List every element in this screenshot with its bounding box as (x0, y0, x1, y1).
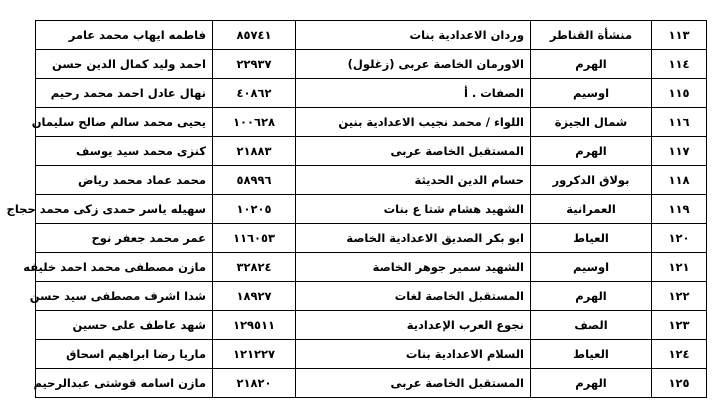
table-row (36, 340, 707, 369)
seat-number-cell: ٤٠٨٦٢ (213, 79, 296, 108)
seat-number-cell: ٨٥٧٤١ (213, 21, 296, 50)
student-name-cell: مازن اسامه قوشتى عبدالرحيم (36, 369, 213, 398)
row-number: ١١٤ (652, 50, 707, 79)
table-row (36, 253, 707, 282)
seat-number-cell: ١٨٩٢٧ (213, 282, 296, 311)
area-cell: العياط (531, 224, 652, 253)
results-table (6, 20, 707, 398)
row-number: ١١٦ (652, 108, 707, 137)
seat-number-cell: ١٠٢٠٥ (213, 195, 296, 224)
area-cell: الهرم (531, 137, 652, 166)
table-row (36, 108, 707, 137)
school-cell: وردان الاعدادية بنات (296, 21, 531, 50)
row-number: ١١٨ (652, 166, 707, 195)
area-cell: الصف (531, 311, 652, 340)
school-cell: المستقبل الخاصة عربى (296, 137, 531, 166)
area-cell: اوسيم (531, 253, 652, 282)
seat-number-cell: ٢١٨٢٠ (213, 369, 296, 398)
table-row (36, 79, 707, 108)
seat-number-cell: ١٠٠٦٢٨ (213, 108, 296, 137)
table-row (36, 166, 707, 195)
school-cell: الصفات . أ (296, 79, 531, 108)
seat-number-cell: ٥٨٩٩٦ (213, 166, 296, 195)
area-cell: بولاق الدكرور (531, 166, 652, 195)
table-row (36, 311, 707, 340)
area-cell: اوسيم (531, 79, 652, 108)
student-name-cell: كنزى محمد سيد يوسف (36, 137, 213, 166)
seat-number-cell: ٣٢٨٢٤ (213, 253, 296, 282)
row-number: ١٢٢ (652, 282, 707, 311)
student-name-cell: نهال عادل احمد محمد رحيم (36, 79, 213, 108)
student-name-cell: سهيله ياسر حمدى زكى محمد حجاج (36, 195, 213, 224)
area-cell: العياط (531, 340, 652, 369)
school-cell: اللواء / محمد نجيب الاعدادية بنين (296, 108, 531, 137)
row-number: ١٢١ (652, 253, 707, 282)
student-name-cell: شدا اشرف مصطفى سيد حسن (36, 282, 213, 311)
table-row (36, 195, 707, 224)
row-number: ١٢٥ (652, 369, 707, 398)
results-table-body (6, 21, 707, 398)
student-name-cell: شهد عاطف على حسين (36, 311, 213, 340)
school-cell: الشهيد هشام شتا ع بنات (296, 195, 531, 224)
table-row (36, 21, 707, 50)
table-row (36, 50, 707, 79)
row-number: ١٢٣ (652, 311, 707, 340)
area-cell: الهرم (531, 282, 652, 311)
seat-number-cell: ١٢١٢٢٧ (213, 340, 296, 369)
school-cell: الاورمان الخاصة عربى (زغلول) (296, 50, 531, 79)
area-cell: العمرانية (531, 195, 652, 224)
area-cell: الهرم (531, 50, 652, 79)
row-number: ١١٥ (652, 79, 707, 108)
row-number: ١١٧ (652, 137, 707, 166)
student-name-cell: مازن مصطفى محمد احمد خليفه (36, 253, 213, 282)
school-cell: السلام الاعدادية بنات (296, 340, 531, 369)
seat-number-cell: ٢١٨٨٣ (213, 137, 296, 166)
row-number: ١١٩ (652, 195, 707, 224)
area-cell: منشأة القناطر (531, 21, 652, 50)
table-row (36, 137, 707, 166)
seat-number-cell: ٢٢٩٣٧ (213, 50, 296, 79)
student-name-cell: عمر محمد جعفر نوح (36, 224, 213, 253)
school-cell: الشهيد سمير جوهر الخاصة (296, 253, 531, 282)
school-cell: ابو بكر الصديق الاعدادية الخاصة (296, 224, 531, 253)
results-sheet (6, 20, 707, 398)
student-name-cell: محمد عماد محمد رياض (36, 166, 213, 195)
student-name-cell: ماريا رضا ابراهيم اسحاق (36, 340, 213, 369)
seat-number-cell: ١٢٩٥١١ (213, 311, 296, 340)
student-name-cell: فاطمه ايهاب محمد عامر (36, 21, 213, 50)
school-cell: المستقبل الخاصة عربى (296, 369, 531, 398)
area-cell: الهرم (531, 369, 652, 398)
row-number: ١٢٤ (652, 340, 707, 369)
table-row (36, 282, 707, 311)
student-name-cell: احمد وليد كمال الدين حسن (36, 50, 213, 79)
school-cell: حسام الدين الحديثة (296, 166, 531, 195)
seat-number-cell: ١١٦٠٥٣ (213, 224, 296, 253)
school-cell: نجوع العرب الإعدادية (296, 311, 531, 340)
student-name-cell: يحيى محمد سالم صالح سليمان (36, 108, 213, 137)
table-row (36, 224, 707, 253)
area-cell: شمال الجيزة (531, 108, 652, 137)
row-number: ١٢٠ (652, 224, 707, 253)
table-row (36, 369, 707, 398)
row-number: ١١٣ (652, 21, 707, 50)
school-cell: المستقبل الخاصة لغات (296, 282, 531, 311)
